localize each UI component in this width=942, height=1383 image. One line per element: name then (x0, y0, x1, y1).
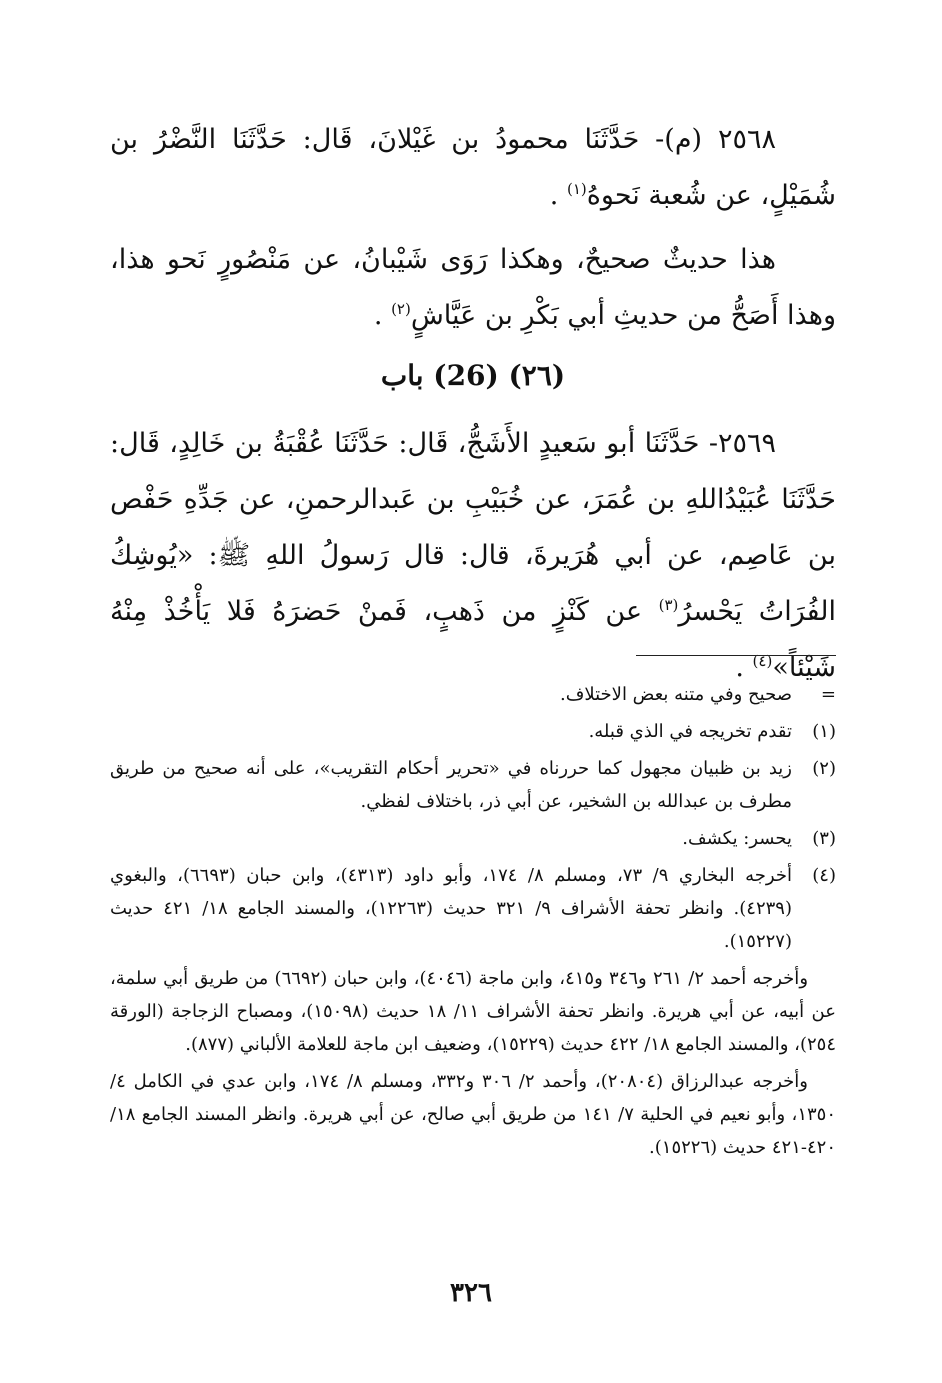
footnote-carryover (110, 678, 836, 711)
footnote-text: صحيح وفي متنه بعض الاختلاف. (560, 684, 792, 705)
footnote-ref-1: (١) (566, 180, 587, 198)
footnote-ref-2: (٢) (391, 300, 411, 318)
footnote-1 (110, 715, 836, 748)
footnote-4 (110, 859, 836, 958)
hadith-2569-text: ٢٥٦٩- حَدَّثَنَا أبو سَعيدٍ الأَشَجُّ، قَال: حَدَّثَنَا عُقْبَةُ بن خَالِدٍ، قَال: حَدَّثَنَا عُبَيْدُاللهِ بن عُمَرَ، عن خُبَيْبِ بن عَبدالرحمنِ، عن جَدِّهِ حَفْص بن عَاصِم، عن أبي هُرَيرةَ، قال: قال رَسولُ اللهِ ﷺ: «يُوشِكُ الفُرَاتُ يَحْسرُ (110, 428, 836, 627)
hadith-comment-text: هذا حديثٌ صحيحٌ، وهكذا رَوَى شَيْبانُ، عن مَنْصُورٍ نَحو هذا، وهذا أَصَحُّ من حديثِ أبي بَكْرِ بن عَيَّاشٍ (110, 244, 836, 331)
footnote-marker: (١) (812, 721, 836, 742)
footnote-4-continuation: وأخرجه عبدالرزاق (٢٠٨٠٤)، وأحمد ٢/ ٣٠٦ و٣٣٢، ومسلم ٨/ ١٧٤، وابن عدي في الكامل ٤/ ١٣٥٠، وأبو نعيم في الحلية ٧/ ١٤١ من طريق أبي صالح، عن أبي هريرة. وانظر المسند الجامع ١٨/ ٤٢٠-٤٢١ حديث (١٥٢٢٦). (110, 1071, 837, 1158)
hadith-2569 (110, 416, 836, 696)
hadith-2568 (110, 112, 836, 224)
main-text (110, 112, 836, 696)
footnote-text: أخرجه البخاري ٩/ ٧٣، ومسلم ٨/ ١٧٤، وأبو داود (٤٣١٣)، وابن حبان (٦٦٩٣)، والبغوي (٤٢٣٩). وانظر تحفة الأشراف ٩/ ٣٢١ حديث (١٢٢٦٣)، والمسند الجامع ١٨/ ٤٢١ حديث (١٥٢٢٧). (110, 865, 792, 952)
hadith-comment-end: . (373, 300, 392, 331)
footnote-3 (110, 822, 836, 855)
chapter-heading: (٢٦) (26) باب (380, 359, 566, 392)
footnote-marker: (٢) (812, 758, 836, 779)
footnote-text: تقدم تخريجه في الذي قبله. (588, 721, 792, 742)
hadith-2568-text: ٢٥٦٨ (م)- حَدَّثَنَا محمودُ بن غَيْلانَ، قَال: حَدَّثَنَا النَّضْرُ بن شُمَيْلٍ، عن شُعبة نَحوهُ (110, 124, 836, 211)
hadith-2569-mid: عن كَنْزٍ من ذَهبٍ، فَمنْ حَضرَهُ فَلا يَأْخُذْ مِنْهُ شَيْئاً» (110, 596, 836, 683)
footnote-marker: (٤) (812, 865, 836, 886)
footnote-marker: = (820, 684, 836, 705)
hadith-2569-end: . (735, 652, 753, 683)
footnote-separator (636, 655, 836, 656)
footnote-ref-4: (٤) (752, 652, 773, 670)
footnote-ref-3: (٣) (658, 596, 679, 614)
page-number: ٣٢٦ (450, 1278, 492, 1308)
footnote-text: زيد بن ظبيان مجهول كما حررناه في «تحرير أحكام التقريب»، على أنه صحيح من طريق مطرف بن عبدالله بن الشخير، عن أبي ذر، باختلاف لفظي. (110, 758, 792, 812)
footnote-marker: (٣) (812, 828, 836, 849)
footnote-text: يحسر: يكشف. (682, 828, 792, 849)
hadith-comment (110, 232, 836, 344)
footnote-2 (110, 752, 836, 818)
footnotes (110, 678, 836, 1168)
hadith-2568-end: . (549, 180, 567, 211)
footnote-4-continuation: وأخرجه أحمد ٢/ ٢٦١ و٣٤٦ و٤١٥، وابن ماجة (٤٠٤٦)، وابن حبان (٦٦٩٢) من طريق أبي سلمة، عن أبيه، عن أبي هريرة. وانظر تحفة الأشراف ١١/ ١٨ حديث (١٥٠٩٨)، ومصباح الزجاجة (الورقة ٢٥٤)، والمسند الجامع ١٨/ ٤٢٢ حديث (١٥٢٢٩)، وضعيف ابن ماجة للعلامة الألباني (٨٧٧). (110, 968, 836, 1055)
